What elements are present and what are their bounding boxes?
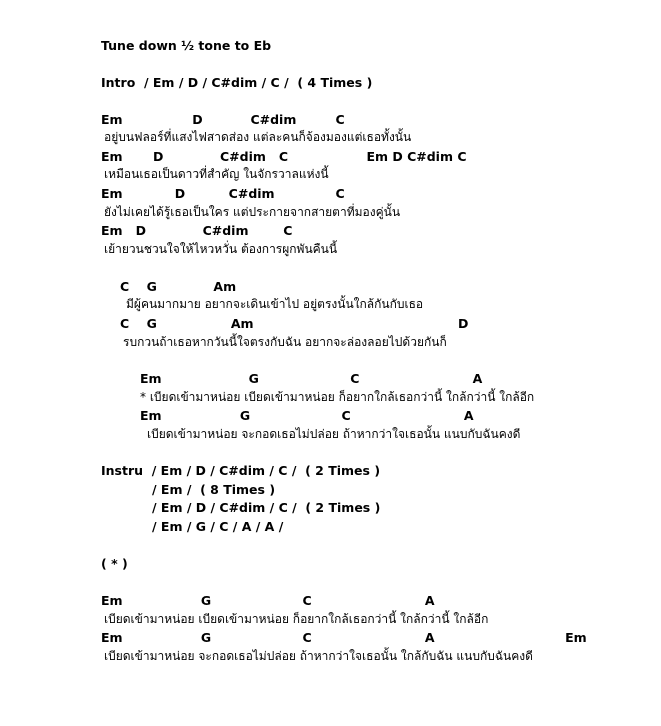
instru-line-1: Instru / Em / D / C#dim / C / ( 2 Times )	[101, 463, 381, 478]
chorus-chords-2: Em G C A	[140, 408, 474, 423]
verse-chords-3: Em D C#dim C	[101, 186, 345, 201]
instru-line-3: / Em / D / C#dim / C / ( 2 Times )	[152, 500, 381, 515]
instru-line-4: / Em / G / C / A / A /	[152, 519, 284, 534]
verse-lyric-1: อยู่บนฟลอร์ที่แสงไฟสาดส่อง แต่ละคนก็จ้องมองแต่เธอทั้งนั้น	[104, 130, 412, 144]
outro-chords-1: Em G C A	[101, 593, 435, 608]
verse-chords-1: Em D C#dim C	[101, 112, 345, 127]
tuning-note: Tune down ½ tone to Eb	[101, 38, 272, 53]
chorus-lyric-2: เบียดเข้ามาหน่อย จะกอดเธอไม่ปล่อย ถ้าหากว่าใจเธอนั้น แนบกับฉันคงดี	[147, 427, 521, 441]
outro-chords-2: Em G C A Em	[101, 630, 587, 645]
prechorus-chords-2: C G Am D	[120, 316, 469, 331]
chorus-lyric-1: * เบียดเข้ามาหน่อย เบียดเข้ามาหน่อย ก็อยากใกล้เธอกว่านี้ ใกล้กว่านี้ ใกล้อีก	[140, 390, 535, 404]
prechorus-lyric-2: รบกวนถ้าเธอหากวันนี้ใจตรงกับฉัน อยากจะล่องลอยไปด้วยกันก็	[123, 335, 447, 349]
outro-lyric-1: เบียดเข้ามาหน่อย เบียดเข้ามาหน่อย ก็อยากใกล้เธอกว่านี้ ใกล้กว่านี้ ใกล้อีก	[104, 612, 489, 626]
outro-lyric-2: เบียดเข้ามาหน่อย จะกอดเธอไม่ปล่อย ถ้าหากว่าใจเธอนั้น ใกล้กับฉัน แนบกับฉันคงดี	[104, 649, 533, 663]
chorus-chords-1: Em G C A	[140, 371, 483, 386]
verse-chords-2: Em D C#dim C Em D C#dim C	[101, 149, 467, 164]
verse-lyric-4: เย้ายวนชวนใจให้ไหวหวั่น ต้องการผูกพันคืนนี้	[104, 242, 338, 256]
intro-line: Intro / Em / D / C#dim / C / ( 4 Times )	[101, 75, 373, 90]
verse-lyric-2: เหมือนเธอเป็นดาวที่สำคัญ ในจักรวาลแห่งนี้	[104, 167, 329, 181]
repeat-marker: ( * )	[101, 556, 128, 571]
verse-chords-4: Em D C#dim C	[101, 223, 293, 238]
verse-lyric-3: ยังไม่เคยได้รู้เธอเป็นใคร แต่ประกายจากสายตาที่มองคู่นั้น	[104, 205, 401, 219]
prechorus-lyric-1: มีผู้คนมากมาย อยากจะเดินเข้าไป อยู่ตรงนั้นใกล้กันกับเธอ	[126, 297, 424, 311]
instru-line-2: / Em / ( 8 Times )	[152, 482, 276, 497]
prechorus-chords-1: C G Am	[120, 279, 237, 294]
